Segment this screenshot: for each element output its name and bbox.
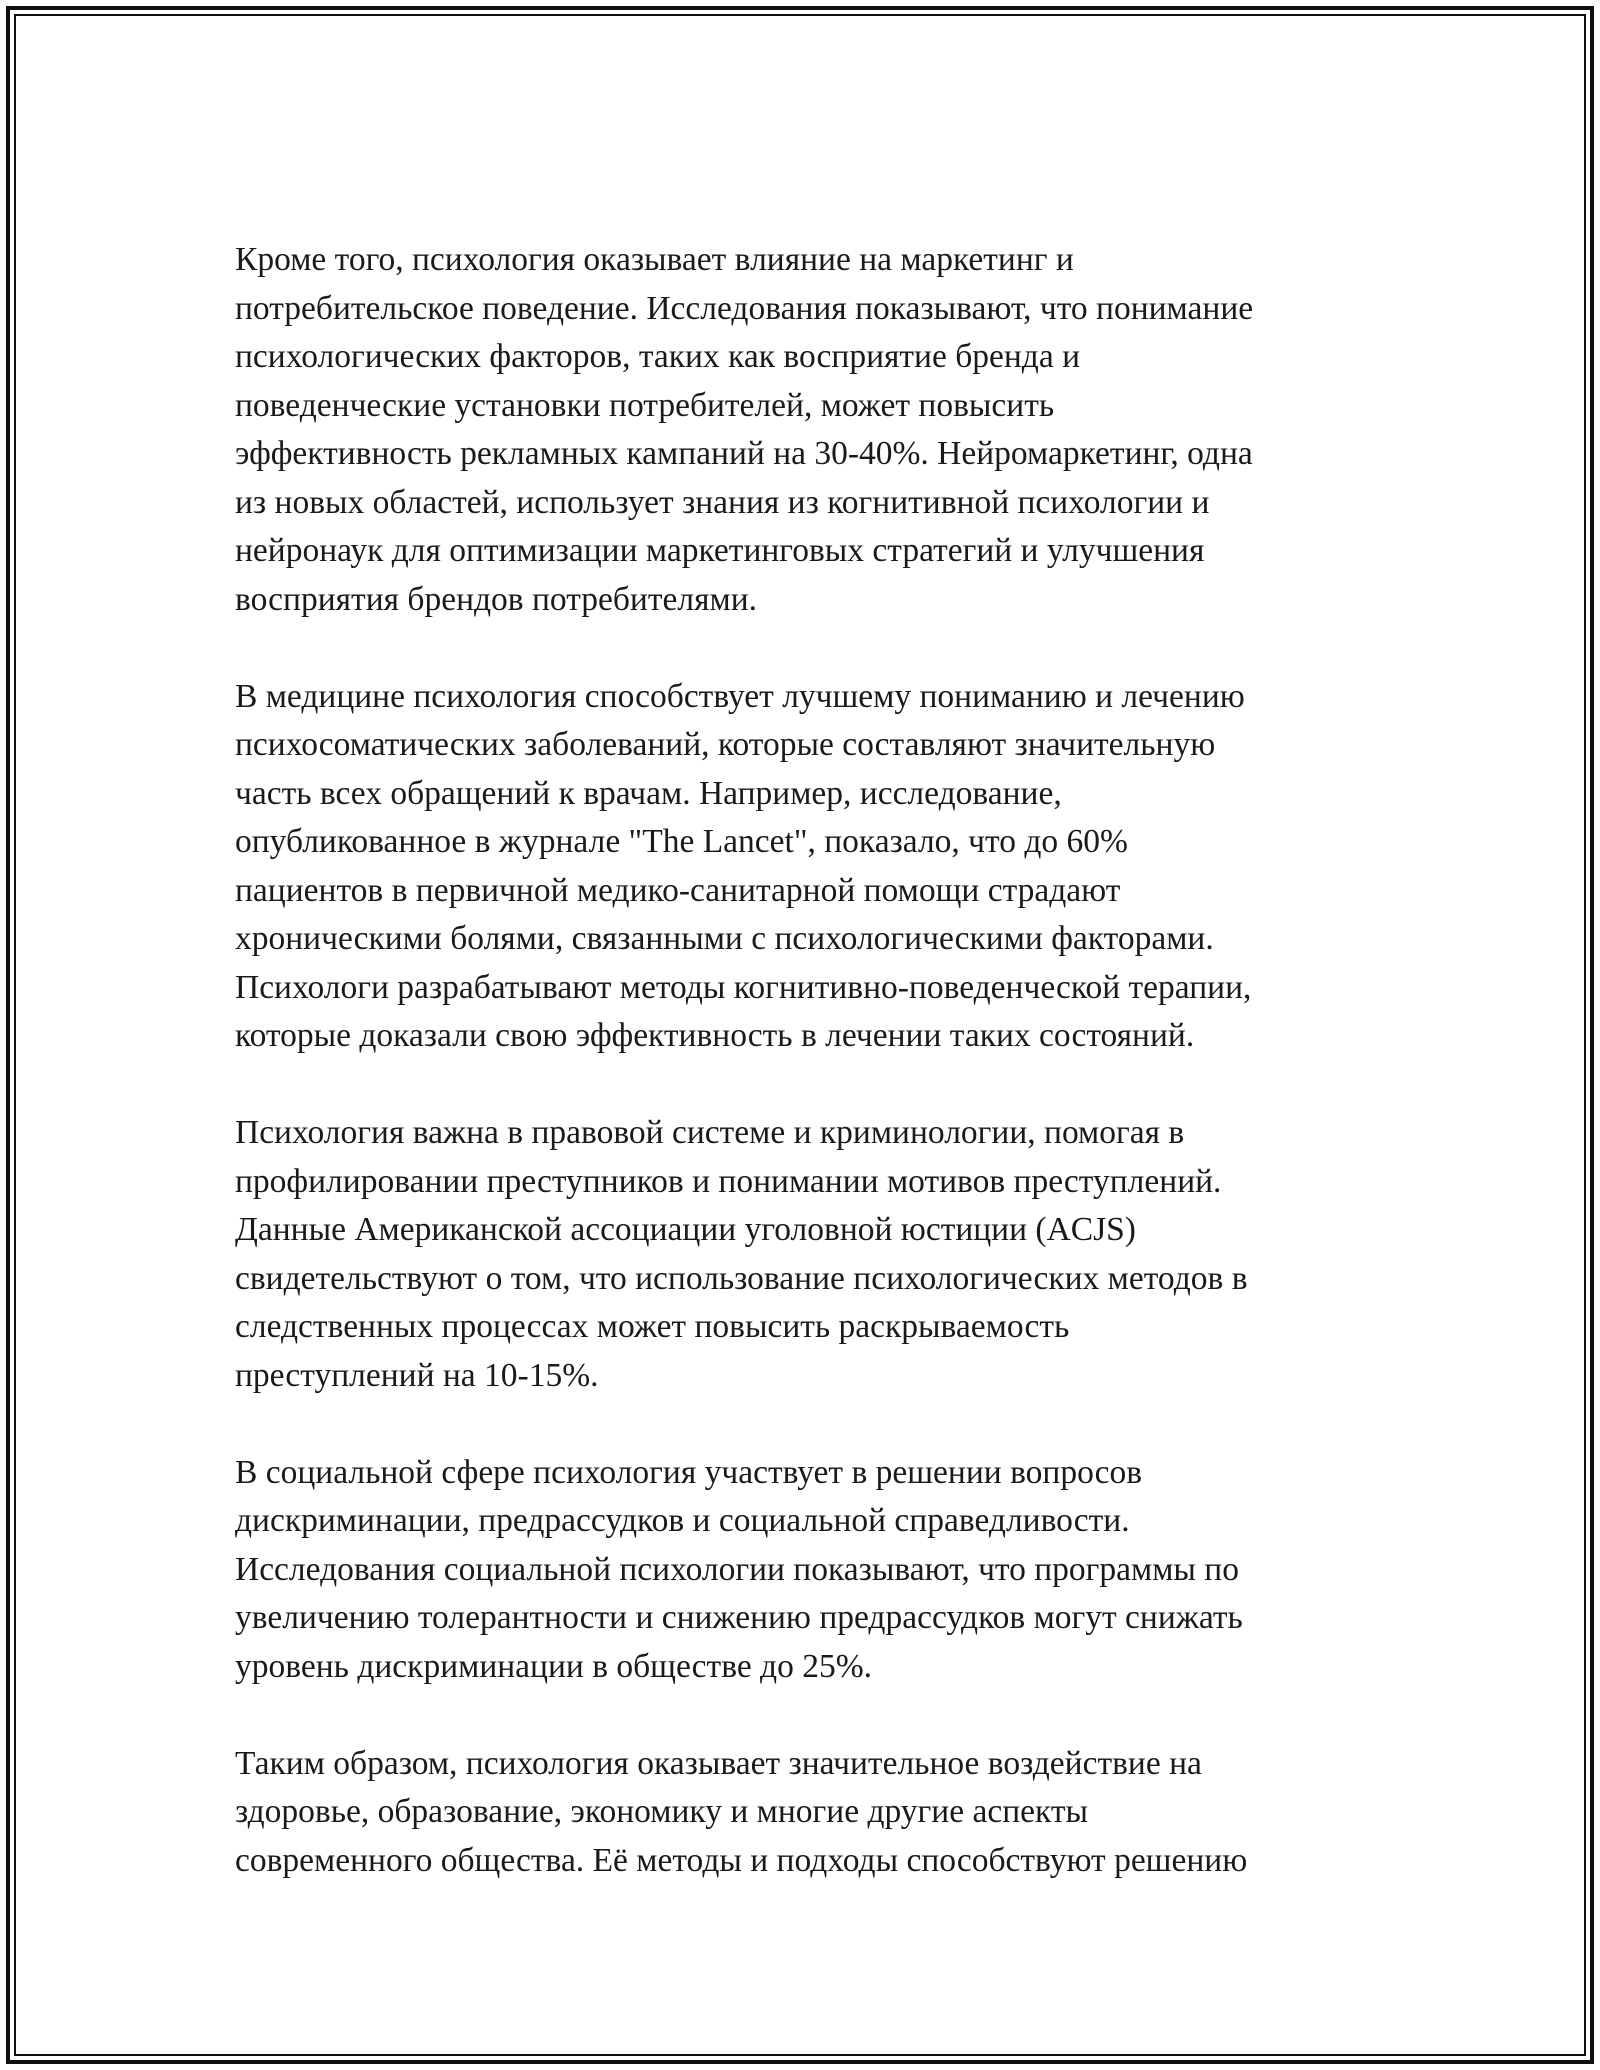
text-line: Психологи разрабатывают методы когнитивно-поведенческой терапии, — [235, 968, 1252, 1006]
paragraph-medicine — [235, 673, 1385, 1061]
text-line: психологических факторов, таких как восприятие бренда и — [235, 338, 1081, 375]
text-line: дискриминации, предрассудков и социальной справедливости. — [235, 1502, 1130, 1539]
text-line: психосоматических заболеваний, которые составляют значительную — [235, 726, 1216, 763]
text-line: Таким образом, психология оказывает значительное воздействие на — [235, 1744, 1202, 1782]
text-line: нейронаук для оптимизации маркетинговых стратегий и улучшения — [235, 532, 1205, 569]
text-line: В медицине психология способствует лучшему пониманию и лечению — [235, 677, 1245, 715]
text-line: следственных процессах может повысить раскрываемость — [235, 1308, 1070, 1345]
text-line: часть всех обращений к врачам. Например, исследование, — [235, 774, 1062, 812]
text-line: хроническими болями, связанными с психологическими факторами. — [235, 920, 1214, 957]
text-line: восприятия брендов потребителями. — [235, 580, 757, 618]
text-line: В социальной сфере психология участвует в решении вопросов — [235, 1453, 1143, 1491]
text-line: пациентов в первичной медико-санитарной помощи страдают — [235, 871, 1121, 909]
text-line: профилировании преступников и понимании мотивов преступлений. — [235, 1162, 1222, 1200]
text-line: потребительское поведение. Исследования показывают, что понимание — [235, 289, 1254, 327]
paragraph-law — [235, 1109, 1385, 1400]
text-line: которые доказали свою эффективность в лечении таких состояний. — [235, 1017, 1195, 1054]
paragraph-social — [235, 1449, 1385, 1692]
text-line: из новых областей, использует знания из когнитивной психологии и — [235, 483, 1210, 521]
paragraph-marketing — [235, 236, 1385, 624]
document-body — [235, 236, 1385, 1885]
text-line: здоровье, образование, экономику и многие другие аспекты — [235, 1793, 1088, 1830]
text-line: эффективность рекламных кампаний на 30-40%. Нейромаркетинг, одна — [235, 435, 1253, 472]
text-line: опубликованное в журнале "The Lancet", показало, что до 60% — [235, 823, 1128, 860]
text-line: свидетельствуют о том, что использование психологических методов в — [235, 1259, 1248, 1297]
text-line: Исследования социальной психологии показывают, что программы по — [235, 1550, 1239, 1588]
text-line: преступлений на 10-15%. — [235, 1356, 599, 1394]
text-line: Психология важна в правовой системе и криминологии, помогая в — [235, 1114, 1185, 1151]
text-line: Кроме того, психология оказывает влияние на маркетинг и — [235, 241, 1074, 278]
paragraph-conclusion — [235, 1740, 1385, 1886]
text-line: увеличению толерантности и снижению предрассудков могут снижать — [235, 1599, 1243, 1636]
text-line: современного общества. Её методы и подходы способствуют решению — [235, 1841, 1248, 1879]
text-line: поведенческие установки потребителей, может повысить — [235, 386, 1055, 424]
text-line: уровень дискриминации в обществе до 25%. — [235, 1647, 873, 1685]
text-line: Данные Американской ассоциации уголовной юстиции (ACJS) — [235, 1211, 1136, 1248]
